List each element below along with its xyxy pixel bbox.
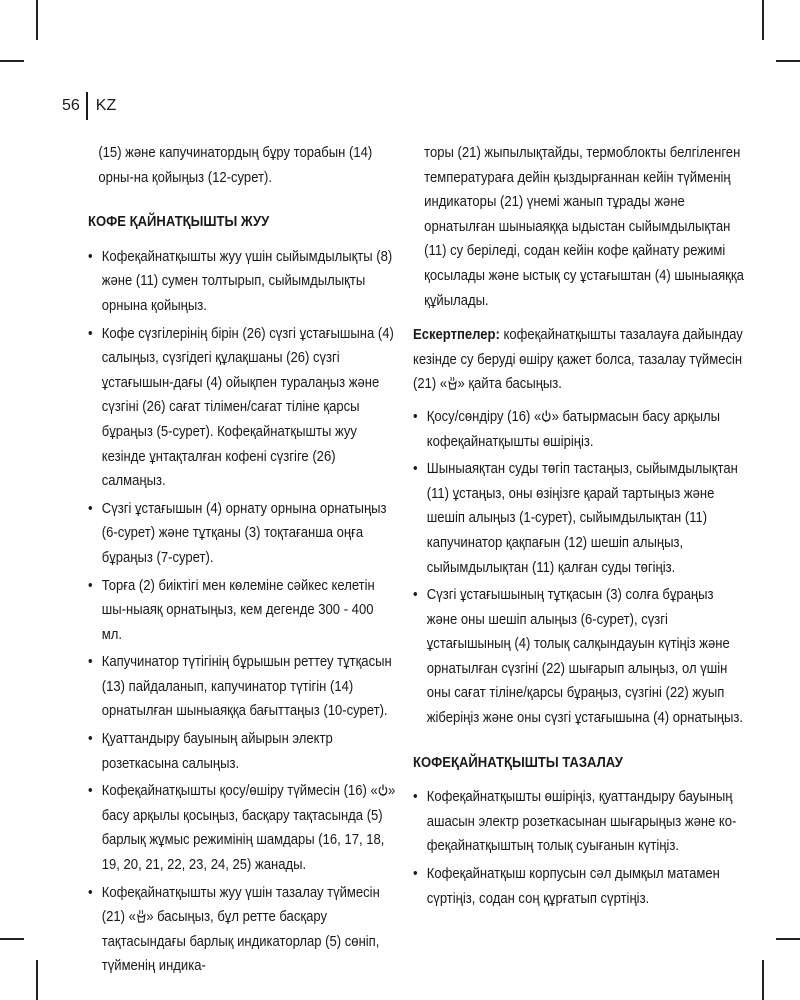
list-item: • Кофеқайнатқышты қосу/өшіру түймесін (16) « » басу арқылы қосыңыз, басқару тақтасында (5) барлық жұмыс режимінің шамдары (16, 17, 18, 19, 20, 21, 22, 23, 24, 25) жанады. [88,782,396,874]
list-item: • Капучинатор түтігінің бұрышын реттеу тұтқасын (13) пайдаланып, капучинатор түтігін (14) орнатылған шыныаяққа бағыттаңыз (10-сурет). [88,653,392,720]
list-item: • Сүзгі ұстағышын (4) орнату орнына орнатыңыз (6-сурет) және тұтқаны (3) тоқтағанша оңға бұраңыз (7-сурет). [88,499,387,566]
cleaning-steps-list [413,785,744,911]
left-column [88,141,396,982]
page-number: 56 [62,97,80,114]
list-item: • Қуаттандыру бауының айырын электр розеткасына салыңыз. [88,730,333,772]
power-icon [541,409,551,423]
section-heading-washing: КОФЕ ҚАЙНАТҚЫШТЫ ЖУУ [88,213,270,231]
note-paragraph: Ескертпелер: кофеқайнатқышты тазалауға дайындау кезінде су беруді өшіру қажет болса, тазалау түймесін (21) « » қайта басыңыз. [413,326,743,393]
crop-mark [776,938,800,940]
washing-steps-list [88,245,396,979]
list-item: • Кофеқайнатқышты жуу үшін сыйымдылықты (8) және (11) сумен толтырып, сыйымдылықты орнына қойыңыз. [88,247,393,314]
list-item: • Кофеқайнатқышты жуу үшін тазалау түймесін (21) « » басыңыз, бұл ретте басқару тақтасындағы барлық индикаторлар (5) сөніп, түйменің индика- [88,883,380,975]
crop-mark [0,60,24,62]
right-column [413,141,744,914]
list-item: • Шыныаяқтан суды төгіп тастаңыз, сыйымдылықтан (11) ұстаңыз, оны өзіңізге қарай тартыңыз және шешіп алыңыз (1-сурет), сыйымдылықтан (11) капучинатор қақпағын (12) шешіп алыңыз, сыйымдылықтан (11) қалған суды төгіңіз. [413,460,738,576]
language-code: KZ [95,97,117,114]
crop-mark [776,60,800,62]
note-label: Ескертпелер: [413,326,500,344]
list-item: • Кофе сүзгілерінің бірін (26) сүзгі ұстағышына (4) салыңыз, сүзгідегі құлақшаны (26) сүзгі ұстағышын-дағы (4) ойықпен туралаңыз және сүзгіні (26) сағат тілімен/сағат тіліне қарсы бұраңыз (5-сурет). Кофеқайнатқышты жуу кезінде ұнтақталған кофені сүзгіге (26) салмаңыз. [88,324,394,490]
cleaning-icon [136,909,146,923]
crop-mark [762,960,764,1000]
crop-mark [36,0,38,40]
continuation-text: торы (21) жыпылықтайды, термоблокты белгіленген температураға дейін қыздырғаннан кейін түйменің индикаторы (21) үнемі жанып тұрады және орнатылған шыныаяққа ыдыстан сыйымдылықтан (11) су беріледі, содан кейін кофе қайнату режимі қосылады және ыстық су ұстағыштан (4) шыныаяққа құйылады. [424,144,744,309]
section-heading-cleaning: КОФЕҚАЙНАТҚЫШТЫ ТАЗАЛАУ [413,753,623,771]
list-item: • Торға (2) биіктігі мен көлеміне сәйкес келетін шы-ныаяқ орнатыңыз, кем дегенде 300 - 400 мл. [88,576,375,643]
cleaning-icon [447,376,457,390]
post-wash-steps-list [413,405,744,731]
list-item: • Кофеқайнатқыш корпусын сәл дымқыл матамен сүртіңіз, содан соң құрғатып сүртіңіз. [413,865,720,907]
list-item: • Кофеқайнатқышты өшіріңіз, қуаттандыру бауының ашасын электр розеткасынан шығарыңыз және ко-феқайнатқыштың толық суығанын күтіңіз. [413,788,737,855]
list-item: • Сүзгі ұстағышының тұтқасын (3) солға бұраңыз және оны шешіп алыңыз (6-сурет), сүзгі ұстағышының (4) толық салқындауын күтіңіз және орнатылған сүзгіні (22) шығарып алыңыз, ол үшін оны сағат тіліне/қарсы бұраңыз, сүзгіні (22) жуып жіберіңіз және оны сүзгі ұстағышына (4) орнатыңыз. [413,586,744,727]
crop-mark [36,960,38,1000]
list-item: • Қосу/сөндіру (16) « » батырмасын басу арқылы кофеқайнатқышты өшіріңіз. [413,407,721,450]
crop-mark [762,0,764,40]
power-icon [378,783,388,797]
page-header [62,92,116,120]
crop-mark [0,938,24,940]
continuation-text: (15) және капучинатордың бұру торабын (14) орны-на қойыңыз (12-сурет). [98,144,373,186]
